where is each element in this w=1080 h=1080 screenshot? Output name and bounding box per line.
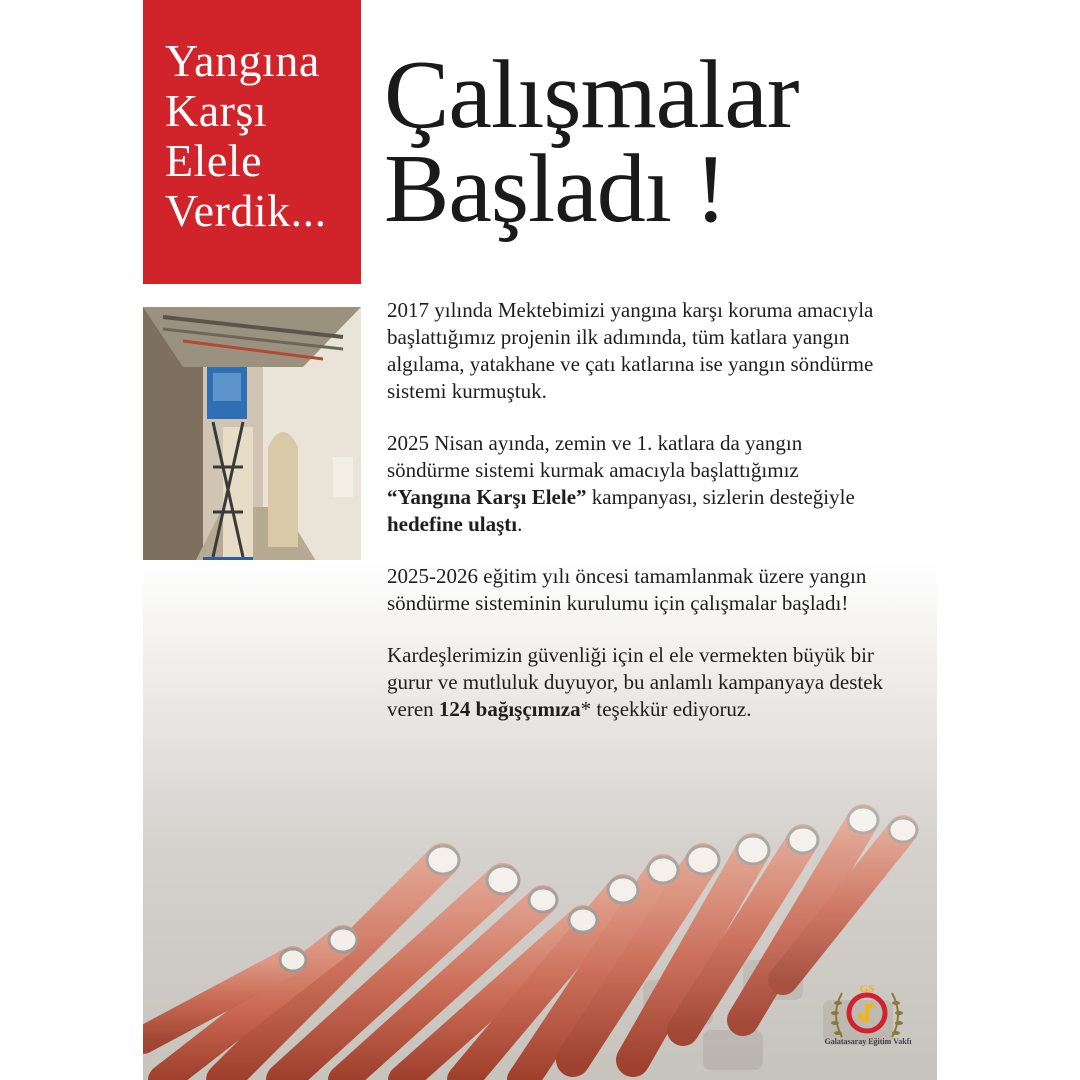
campaign-title-line-2: Karşı xyxy=(165,85,268,136)
paragraph-2 xyxy=(387,430,887,538)
headline-line-1: Çalışmalar xyxy=(384,41,799,149)
campaign-name-bold: “Yangına Karşı Elele” xyxy=(387,485,587,509)
headline xyxy=(384,41,799,243)
paragraph-3: 2025-2026 eğitim yılı öncesi tamamlanmak üzere yangın söndürme sisteminin kurulumu için çalışmalar başladı! xyxy=(387,564,867,615)
campaign-title-box xyxy=(143,0,361,284)
goal-reached-bold: hedefine ulaştı xyxy=(387,512,518,536)
headline-line-2: Başladı ! xyxy=(384,135,727,243)
logo-caption: Galatasaray Eğitim Vakfı xyxy=(824,1037,912,1046)
donor-count-bold: 124 bağışçımıza xyxy=(438,697,581,721)
campaign-title-line-4: Verdik... xyxy=(165,185,327,236)
paragraph-2-text-e: . xyxy=(517,512,523,536)
paragraph-2-text-a: 2025 Nisan ayında, zemin ve 1. katlara da yangın söndürme sistemi kurmak amacıyla başlattığımız xyxy=(387,431,803,482)
logo-monogram: GS xyxy=(859,983,875,995)
paragraph-1: 2017 yılında Mektebimizi yangına karşı koruma amacıyla başlattığımız projenin ilk adımında, tüm katlara yangın algılama, yatakhane ve çatı katlarına ise yangın söndürme sistemi kurmuştuk. xyxy=(387,298,874,403)
campaign-title-line-1: Yangına xyxy=(165,35,320,86)
article-body xyxy=(387,297,887,748)
campaign-title-line-3: Elele xyxy=(165,135,262,186)
paragraph-2-text-c: kampanyası, sizlerin desteğiyle xyxy=(586,485,855,509)
paragraph-4-text-c: * teşekkür ediyoruz. xyxy=(580,697,752,721)
paragraph-4 xyxy=(387,642,887,723)
paragraph-4-text-a: Kardeşlerimizin güvenliği için el ele vermekten büyük bir gurur ve mutluluk duyuyor, bu anlamlı kampanyaya destek veren xyxy=(387,643,884,721)
